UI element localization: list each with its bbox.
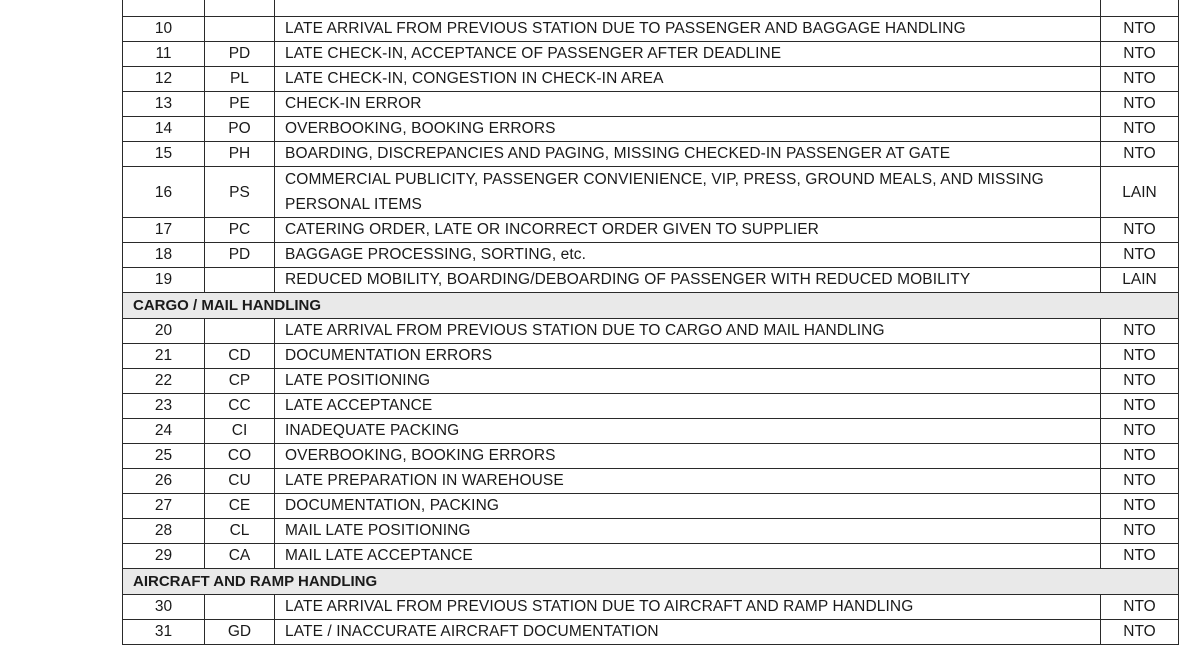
delay-code-cell: CP [205, 369, 275, 394]
delay-description-cell: REDUCED MOBILITY, BOARDING/DEBOARDING OF PASSENGER WITH REDUCED MOBILITY [275, 268, 1101, 293]
table-body [123, 0, 1179, 645]
delay-category-cell: NTO [1101, 394, 1179, 419]
delay-code-cell: CL [205, 519, 275, 544]
delay-number-cell: 22 [123, 369, 205, 394]
delay-number-cell: 28 [123, 519, 205, 544]
table-row [123, 0, 1179, 17]
delay-code-cell [205, 0, 275, 17]
delay-description-cell: COMMERCIAL PUBLICITY, PASSENGER CONVIENIENCE, VIP, PRESS, GROUND MEALS, AND MISSING PERSONAL ITEMS [275, 167, 1101, 218]
delay-description-cell: LATE POSITIONING [275, 369, 1101, 394]
delay-code-cell: PD [205, 42, 275, 67]
delay-code-cell [205, 319, 275, 344]
table-row [123, 620, 1179, 645]
delay-description-cell: DOCUMENTATION, PACKING [275, 494, 1101, 519]
table-row [123, 444, 1179, 469]
delay-number-cell: 18 [123, 243, 205, 268]
delay-description-cell: OVERBOOKING, BOOKING ERRORS [275, 444, 1101, 469]
delay-description-cell: LATE ARRIVAL FROM PREVIOUS STATION DUE TO CARGO AND MAIL HANDLING [275, 319, 1101, 344]
table-row [123, 268, 1179, 293]
table-row [123, 544, 1179, 569]
delay-number-cell: 27 [123, 494, 205, 519]
delay-description-cell: BOARDING, DISCREPANCIES AND PAGING, MISSING CHECKED-IN PASSENGER AT GATE [275, 142, 1101, 167]
delay-code-cell: CU [205, 469, 275, 494]
delay-code-table [122, 0, 1179, 645]
table-row [123, 319, 1179, 344]
delay-code-cell: PE [205, 92, 275, 117]
delay-description-cell: LATE CHECK-IN, CONGESTION IN CHECK-IN AREA [275, 67, 1101, 92]
delay-number-cell: 26 [123, 469, 205, 494]
delay-number-cell: 29 [123, 544, 205, 569]
delay-number-cell: 30 [123, 595, 205, 620]
table-row [123, 595, 1179, 620]
table-row [123, 142, 1179, 167]
delay-category-cell: NTO [1101, 595, 1179, 620]
delay-code-cell: PL [205, 67, 275, 92]
delay-category-cell: NTO [1101, 67, 1179, 92]
delay-description-cell: BAGGAGE PROCESSING, SORTING, etc. [275, 243, 1101, 268]
delay-code-cell: CC [205, 394, 275, 419]
delay-category-cell: NTO [1101, 494, 1179, 519]
delay-number-cell: 17 [123, 218, 205, 243]
delay-category-cell [1101, 0, 1179, 17]
table-row [123, 117, 1179, 142]
delay-description-cell: CHECK-IN ERROR [275, 92, 1101, 117]
delay-code-cell: PO [205, 117, 275, 142]
table-row [123, 369, 1179, 394]
delay-category-cell: NTO [1101, 117, 1179, 142]
delay-category-cell: NTO [1101, 243, 1179, 268]
delay-number-cell: 12 [123, 67, 205, 92]
table-row [123, 394, 1179, 419]
delay-code-cell: CE [205, 494, 275, 519]
delay-description-cell: LATE / INACCURATE AIRCRAFT DOCUMENTATION [275, 620, 1101, 645]
delay-number-cell: 15 [123, 142, 205, 167]
delay-description-cell: MAIL LATE ACCEPTANCE [275, 544, 1101, 569]
delay-code-cell: GD [205, 620, 275, 645]
section-title: AIRCRAFT AND RAMP HANDLING [123, 569, 1179, 595]
section-title: CARGO / MAIL HANDLING [123, 293, 1179, 319]
delay-number-cell [123, 0, 205, 17]
delay-description-cell: DOCUMENTATION ERRORS [275, 344, 1101, 369]
table-row [123, 494, 1179, 519]
delay-category-cell: NTO [1101, 142, 1179, 167]
delay-code-cell: CI [205, 419, 275, 444]
delay-category-cell: NTO [1101, 419, 1179, 444]
delay-number-cell: 19 [123, 268, 205, 293]
delay-number-cell: 11 [123, 42, 205, 67]
delay-code-cell [205, 17, 275, 42]
table-row [123, 167, 1179, 218]
delay-code-cell: PC [205, 218, 275, 243]
delay-description-cell: LATE PREPARATION IN WAREHOUSE [275, 469, 1101, 494]
delay-category-cell: NTO [1101, 519, 1179, 544]
delay-description-cell: LATE ARRIVAL FROM PREVIOUS STATION DUE TO PASSENGER AND BAGGAGE HANDLING [275, 17, 1101, 42]
delay-number-cell: 31 [123, 620, 205, 645]
delay-description-cell: LATE ARRIVAL FROM PREVIOUS STATION DUE TO AIRCRAFT AND RAMP HANDLING [275, 595, 1101, 620]
delay-category-cell: NTO [1101, 218, 1179, 243]
section-header-row [123, 569, 1179, 595]
delay-number-cell: 13 [123, 92, 205, 117]
delay-number-cell: 10 [123, 17, 205, 42]
delay-description-cell: CATERING ORDER, LATE OR INCORRECT ORDER GIVEN TO SUPPLIER [275, 218, 1101, 243]
delay-number-cell: 14 [123, 117, 205, 142]
table-row [123, 469, 1179, 494]
delay-code-cell: PS [205, 167, 275, 218]
delay-number-cell: 21 [123, 344, 205, 369]
delay-category-cell: NTO [1101, 444, 1179, 469]
delay-category-cell: NTO [1101, 344, 1179, 369]
table-row [123, 42, 1179, 67]
table-row [123, 92, 1179, 117]
delay-category-cell: NTO [1101, 544, 1179, 569]
table-row [123, 419, 1179, 444]
delay-code-cell: PH [205, 142, 275, 167]
delay-description-cell [275, 0, 1101, 17]
delay-category-cell: NTO [1101, 319, 1179, 344]
table-row [123, 17, 1179, 42]
delay-category-cell: NTO [1101, 469, 1179, 494]
delay-code-cell [205, 595, 275, 620]
delay-code-cell: CA [205, 544, 275, 569]
delay-category-cell: LAIN [1101, 167, 1179, 218]
delay-category-cell: NTO [1101, 42, 1179, 67]
delay-category-cell: NTO [1101, 17, 1179, 42]
delay-number-cell: 16 [123, 167, 205, 218]
delay-number-cell: 20 [123, 319, 205, 344]
section-header-row [123, 293, 1179, 319]
delay-description-cell: LATE CHECK-IN, ACCEPTANCE OF PASSENGER AFTER DEADLINE [275, 42, 1101, 67]
delay-code-cell: CO [205, 444, 275, 469]
delay-description-cell: INADEQUATE PACKING [275, 419, 1101, 444]
delay-category-cell: NTO [1101, 92, 1179, 117]
table-row [123, 519, 1179, 544]
delay-code-cell [205, 268, 275, 293]
delay-category-cell: NTO [1101, 620, 1179, 645]
delay-number-cell: 23 [123, 394, 205, 419]
table-row [123, 67, 1179, 92]
table-row [123, 344, 1179, 369]
delay-number-cell: 25 [123, 444, 205, 469]
delay-description-cell: MAIL LATE POSITIONING [275, 519, 1101, 544]
delay-description-cell: LATE ACCEPTANCE [275, 394, 1101, 419]
delay-category-cell: LAIN [1101, 268, 1179, 293]
delay-code-cell: PD [205, 243, 275, 268]
delay-description-cell: OVERBOOKING, BOOKING ERRORS [275, 117, 1101, 142]
table-row [123, 243, 1179, 268]
delay-code-cell: CD [205, 344, 275, 369]
delay-category-cell: NTO [1101, 369, 1179, 394]
delay-number-cell: 24 [123, 419, 205, 444]
table-row [123, 218, 1179, 243]
